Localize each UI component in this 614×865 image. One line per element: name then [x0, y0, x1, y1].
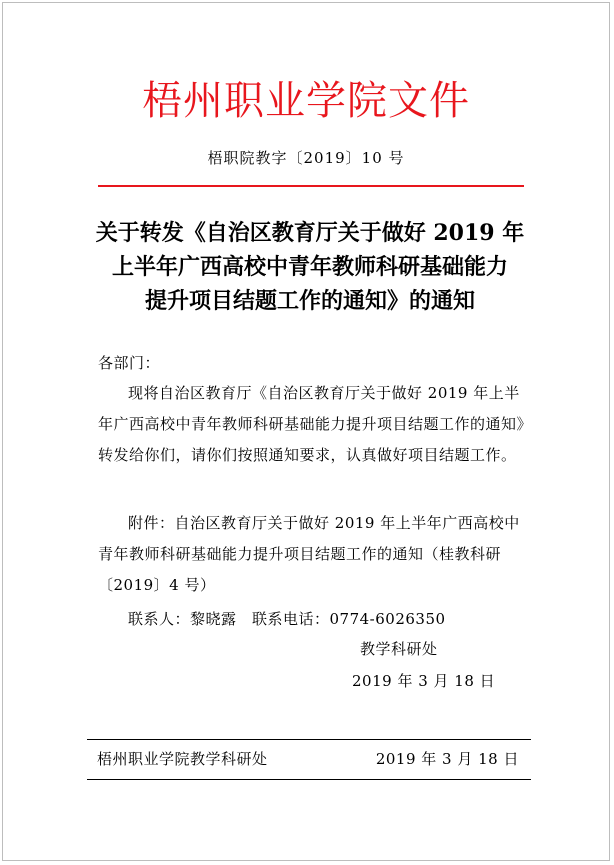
document-number: 梧职院教字〔2019〕10 号: [207, 149, 405, 167]
footer-date: 2019 年 3 月 18 日: [375, 750, 519, 768]
attachment-paragraph: 附件：自治区教育厅关于做好 2019 年上半年广西高校中青年教师科研基础能力提升项目结题工作的通知（桂教科研〔2019〕4 号）: [98, 514, 520, 594]
notice-title-line-3: 提升项目结题工作的通知》的通知: [144, 288, 475, 314]
issuer-header-title: 梧州职业学院文件: [142, 78, 470, 124]
footer-top-rule: [87, 739, 531, 740]
footer-org: 梧州职业学院教学科研处: [97, 750, 268, 768]
notice-title: [73, 216, 547, 318]
footer-bottom-rule: [87, 779, 531, 780]
contact-line: 联系人：黎晓露 联系电话：0774-6026350: [128, 610, 446, 628]
document-page: [2, 2, 610, 861]
notice-title-line-1: 关于转发《自治区教育厅关于做好 2019 年: [95, 220, 525, 246]
notice-title-line-2: 上半年广西高校中青年教师科研基础能力: [111, 254, 508, 280]
body-paragraph-1: 现将自治区教育厅《自治区教育厅关于做好 2019 年上半年广西高校中青年教师科研基础能力提升项目结题工作的通知》转发给你们，请你们按照通知要求，认真做好项目结题工作。: [98, 384, 533, 464]
salutation: 各部门：: [98, 354, 161, 372]
signature-date: 2019 年 3 月 18 日: [352, 672, 496, 690]
signature-org: 教学科研处: [360, 640, 438, 658]
header-red-rule: [98, 185, 524, 187]
